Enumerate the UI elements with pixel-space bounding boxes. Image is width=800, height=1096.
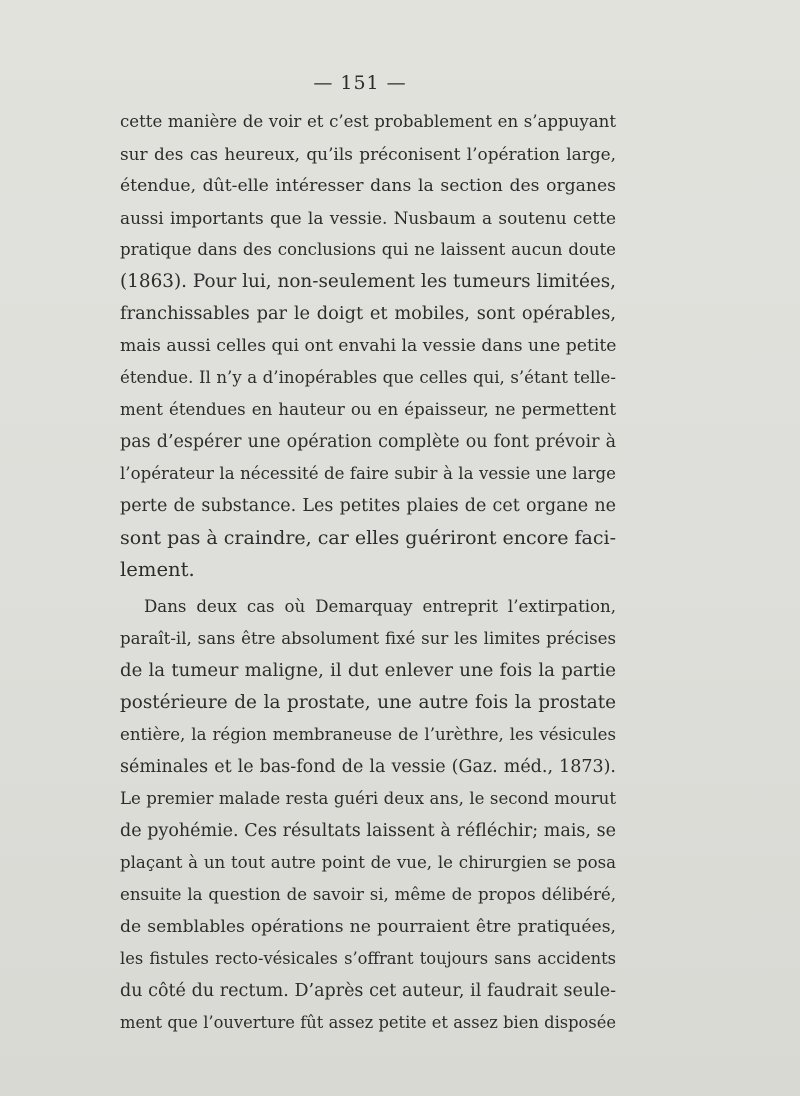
text-line: étendue. Il n’y a d’inopérables que celles qui, s’étant telle- xyxy=(120,368,616,387)
text-line: lement. xyxy=(120,558,195,581)
text-line: franchissables par le doigt et mobiles, sont opérables, xyxy=(120,303,616,324)
paragraph-2 xyxy=(120,591,616,1039)
text-line: paraît-il, sans être absolument fixé sur les limites précises xyxy=(120,629,616,648)
body-text xyxy=(120,106,616,1039)
text-line: (1863). Pour lui, non-seulement les tumeurs limitées, xyxy=(120,271,616,292)
text-line: de pyohémie. Ces résultats laissent à réfléchir; mais, se xyxy=(120,821,616,841)
page-number: — 151 — xyxy=(313,72,407,94)
text-line: séminales et le bas-fond de la vessie (Gaz. méd., 1873). xyxy=(120,757,616,777)
text-line: pratique dans des conclusions qui ne laissent aucun doute xyxy=(120,240,616,259)
text-line: du côté du rectum. D’après cet auteur, il faudrait seule- xyxy=(120,981,616,1001)
text-line: entière, la région membraneuse de l’urèthre, les vésicules xyxy=(120,725,616,744)
text-line: sur des cas heureux, qu’ils préconisent l’opération large, xyxy=(120,144,616,164)
text-line: ment étendues en hauteur ou en épaisseur, ne permettent xyxy=(120,400,616,419)
text-line: postérieure de la prostate, une autre fois la prostate xyxy=(120,692,616,713)
text-line: Dans deux cas où Demarquay entreprit l’extirpation, xyxy=(144,597,616,616)
text-line: perte de substance. Les petites plaies de cet organe ne xyxy=(120,496,616,516)
text-line: de semblables opérations ne pourraient être pratiquées, xyxy=(120,917,616,937)
text-line: sont pas à craindre, car elles guériront encore faci- xyxy=(120,527,616,549)
text-line: l’opérateur la nécessité de faire subir à la vessie une large xyxy=(120,464,616,483)
text-line: les fistules recto-vésicales s’offrant toujours sans accidents xyxy=(120,949,616,968)
text-line: cette manière de voir et c’est probablement en s’appuyant xyxy=(120,112,616,131)
text-line: étendue, dût-elle intéresser dans la section des organes xyxy=(120,176,616,196)
text-line: pas d’espérer une opération complète ou font prévoir à xyxy=(120,432,616,452)
text-line: Le premier malade resta guéri deux ans, le second mourut xyxy=(120,789,616,808)
text-line: aussi importants que la vessie. Nusbaum a soutenu cette xyxy=(120,208,616,228)
text-line: ment que l’ouverture fût assez petite et assez bien disposée xyxy=(120,1013,616,1032)
text-line: mais aussi celles qui ont envahi la vessie dans une petite xyxy=(120,336,617,356)
text-line: de la tumeur maligne, il dut enlever une fois la partie xyxy=(120,660,616,681)
paragraph-1 xyxy=(120,106,616,586)
text-line: plaçant à un tout autre point de vue, le chirurgien se posa xyxy=(120,853,616,872)
text-line: ensuite la question de savoir si, même de propos délibéré, xyxy=(120,885,616,904)
